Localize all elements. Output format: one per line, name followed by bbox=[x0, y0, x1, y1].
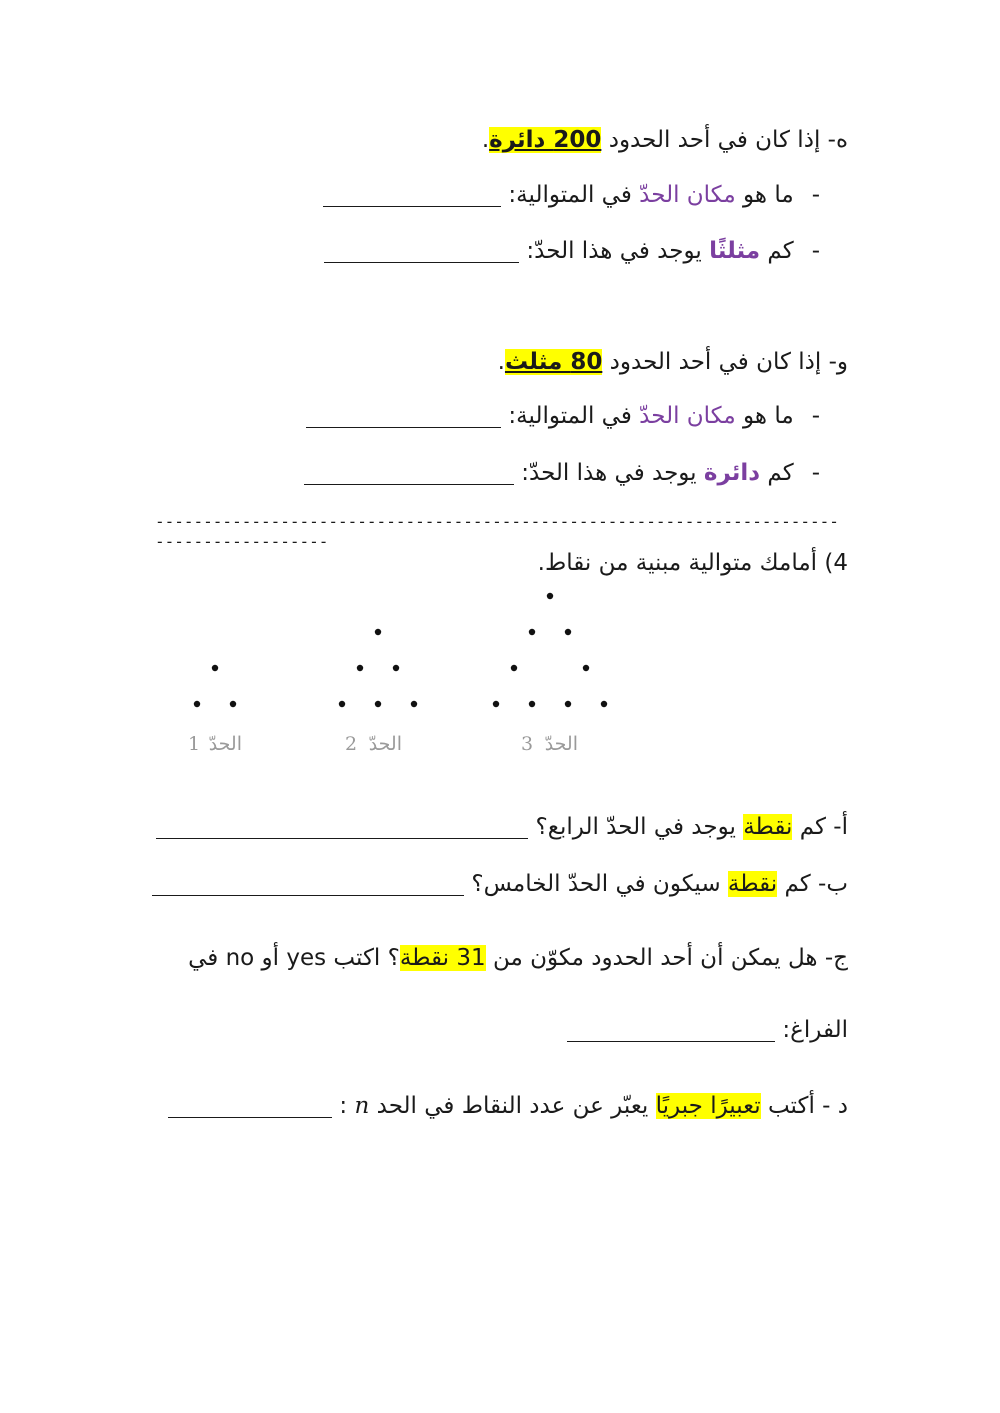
answer-blank[interactable] bbox=[304, 462, 514, 485]
term-1-dots bbox=[194, 665, 236, 707]
section-h-question-1 bbox=[323, 177, 820, 213]
dot bbox=[529, 629, 535, 635]
dot bbox=[583, 665, 589, 671]
question-4d bbox=[168, 1088, 848, 1124]
section-separator: ----------------------------------------------------------------------------------------- bbox=[155, 512, 839, 551]
answer-blank[interactable] bbox=[324, 240, 519, 263]
dot bbox=[565, 701, 571, 707]
q-post: في المتوالية: bbox=[501, 182, 640, 208]
q-purple: مثلثًا bbox=[709, 238, 761, 264]
q4d-variable: n bbox=[354, 1093, 370, 1119]
term-3-number: 3 bbox=[520, 733, 534, 755]
q4d-post: يعبّر عن عدد النقاط في الحد bbox=[369, 1093, 656, 1119]
dot bbox=[529, 701, 535, 707]
term-3-dots bbox=[493, 593, 607, 707]
dot bbox=[375, 629, 381, 635]
q-post: يوجد في هذا الحدّ: bbox=[519, 238, 710, 264]
answer-blank[interactable] bbox=[156, 816, 528, 839]
bullet-dash: - bbox=[811, 460, 820, 486]
answer-blank[interactable] bbox=[168, 1095, 332, 1118]
section-w-prefix: و- إذا كان في أحد الحدود bbox=[602, 349, 848, 375]
section-h-suffix: . bbox=[481, 127, 490, 153]
q-pre: كم bbox=[760, 460, 794, 486]
answer-blank[interactable] bbox=[323, 184, 501, 207]
term-2-number: 2 bbox=[344, 733, 358, 755]
q4b-post: سيكون في الحدّ الخامس؟ bbox=[464, 871, 728, 897]
answer-blank[interactable] bbox=[152, 873, 464, 896]
question-4a bbox=[156, 809, 848, 845]
q4c-line2: الفراغ: bbox=[775, 1017, 848, 1043]
q-post: في المتوالية: bbox=[501, 403, 640, 429]
dot bbox=[411, 701, 417, 707]
dot bbox=[194, 701, 200, 707]
term-3-label: الحدّ bbox=[544, 733, 578, 755]
q4c-pre: ج- هل يمكن أن أحد الحدود مكوّن من bbox=[485, 945, 848, 971]
section-w-highlight: 80 مثلث bbox=[504, 349, 603, 375]
q4b-highlight: نقطة bbox=[727, 871, 778, 897]
q-pre: ما هو bbox=[735, 182, 794, 208]
question-4-title: 4) أمامك متوالية مبنية من نقاط. bbox=[537, 550, 848, 576]
section-w-heading bbox=[498, 344, 848, 380]
question-4b bbox=[152, 866, 848, 902]
answer-blank[interactable] bbox=[567, 1019, 775, 1042]
q4c-post: ؟ اكتب yes أو no في bbox=[188, 945, 400, 971]
q-pre: كم bbox=[760, 238, 794, 264]
section-h-question-2 bbox=[324, 233, 820, 269]
q4b-pre: ب- كم bbox=[777, 871, 848, 897]
q4a-highlight: نقطة bbox=[743, 814, 793, 840]
dot bbox=[375, 701, 381, 707]
term-1-label: الحدّ bbox=[208, 733, 242, 755]
term-2-dots bbox=[339, 629, 417, 707]
section-w-question-2 bbox=[304, 455, 820, 491]
dot bbox=[565, 629, 571, 635]
q-purple: دائرة bbox=[703, 460, 761, 486]
q4d-pre: د - أكتب bbox=[760, 1093, 848, 1119]
term-2-label: الحدّ bbox=[368, 733, 402, 755]
q-purple: مكان الحدّ bbox=[639, 403, 736, 429]
answer-blank[interactable] bbox=[306, 405, 501, 428]
dot bbox=[212, 665, 218, 671]
q4d-highlight: تعبيرًا جبريًا bbox=[655, 1093, 761, 1119]
bullet-dash: - bbox=[811, 182, 820, 208]
q-pre: ما هو bbox=[735, 403, 794, 429]
q4a-pre: أ- كم bbox=[792, 814, 848, 840]
section-h-heading bbox=[482, 122, 848, 158]
section-h-highlight: 200 دائرة bbox=[489, 127, 602, 153]
q4a-post: يوجد في الحدّ الرابع؟ bbox=[528, 814, 744, 840]
dot bbox=[393, 665, 399, 671]
q-post: يوجد في هذا الحدّ: bbox=[513, 460, 704, 486]
dot bbox=[601, 701, 607, 707]
dot bbox=[547, 593, 553, 599]
dot bbox=[357, 665, 363, 671]
term-1-number: 1 bbox=[187, 733, 201, 755]
q-purple: مكان الحدّ bbox=[639, 182, 736, 208]
q4d-colon: : bbox=[332, 1093, 355, 1119]
dot bbox=[339, 701, 345, 707]
question-4c-line2 bbox=[567, 1012, 848, 1048]
q4c-highlight: 31 نقطة bbox=[399, 945, 486, 971]
bullet-dash: - bbox=[811, 403, 820, 429]
section-w-question-1 bbox=[306, 398, 820, 434]
bullet-dash: - bbox=[811, 238, 820, 264]
section-h-prefix: ه- إذا كان في أحد الحدود bbox=[601, 127, 848, 153]
section-w-suffix: . bbox=[497, 349, 505, 375]
question-4c bbox=[188, 940, 848, 976]
dot bbox=[511, 665, 517, 671]
dot bbox=[230, 701, 236, 707]
dot bbox=[493, 701, 499, 707]
